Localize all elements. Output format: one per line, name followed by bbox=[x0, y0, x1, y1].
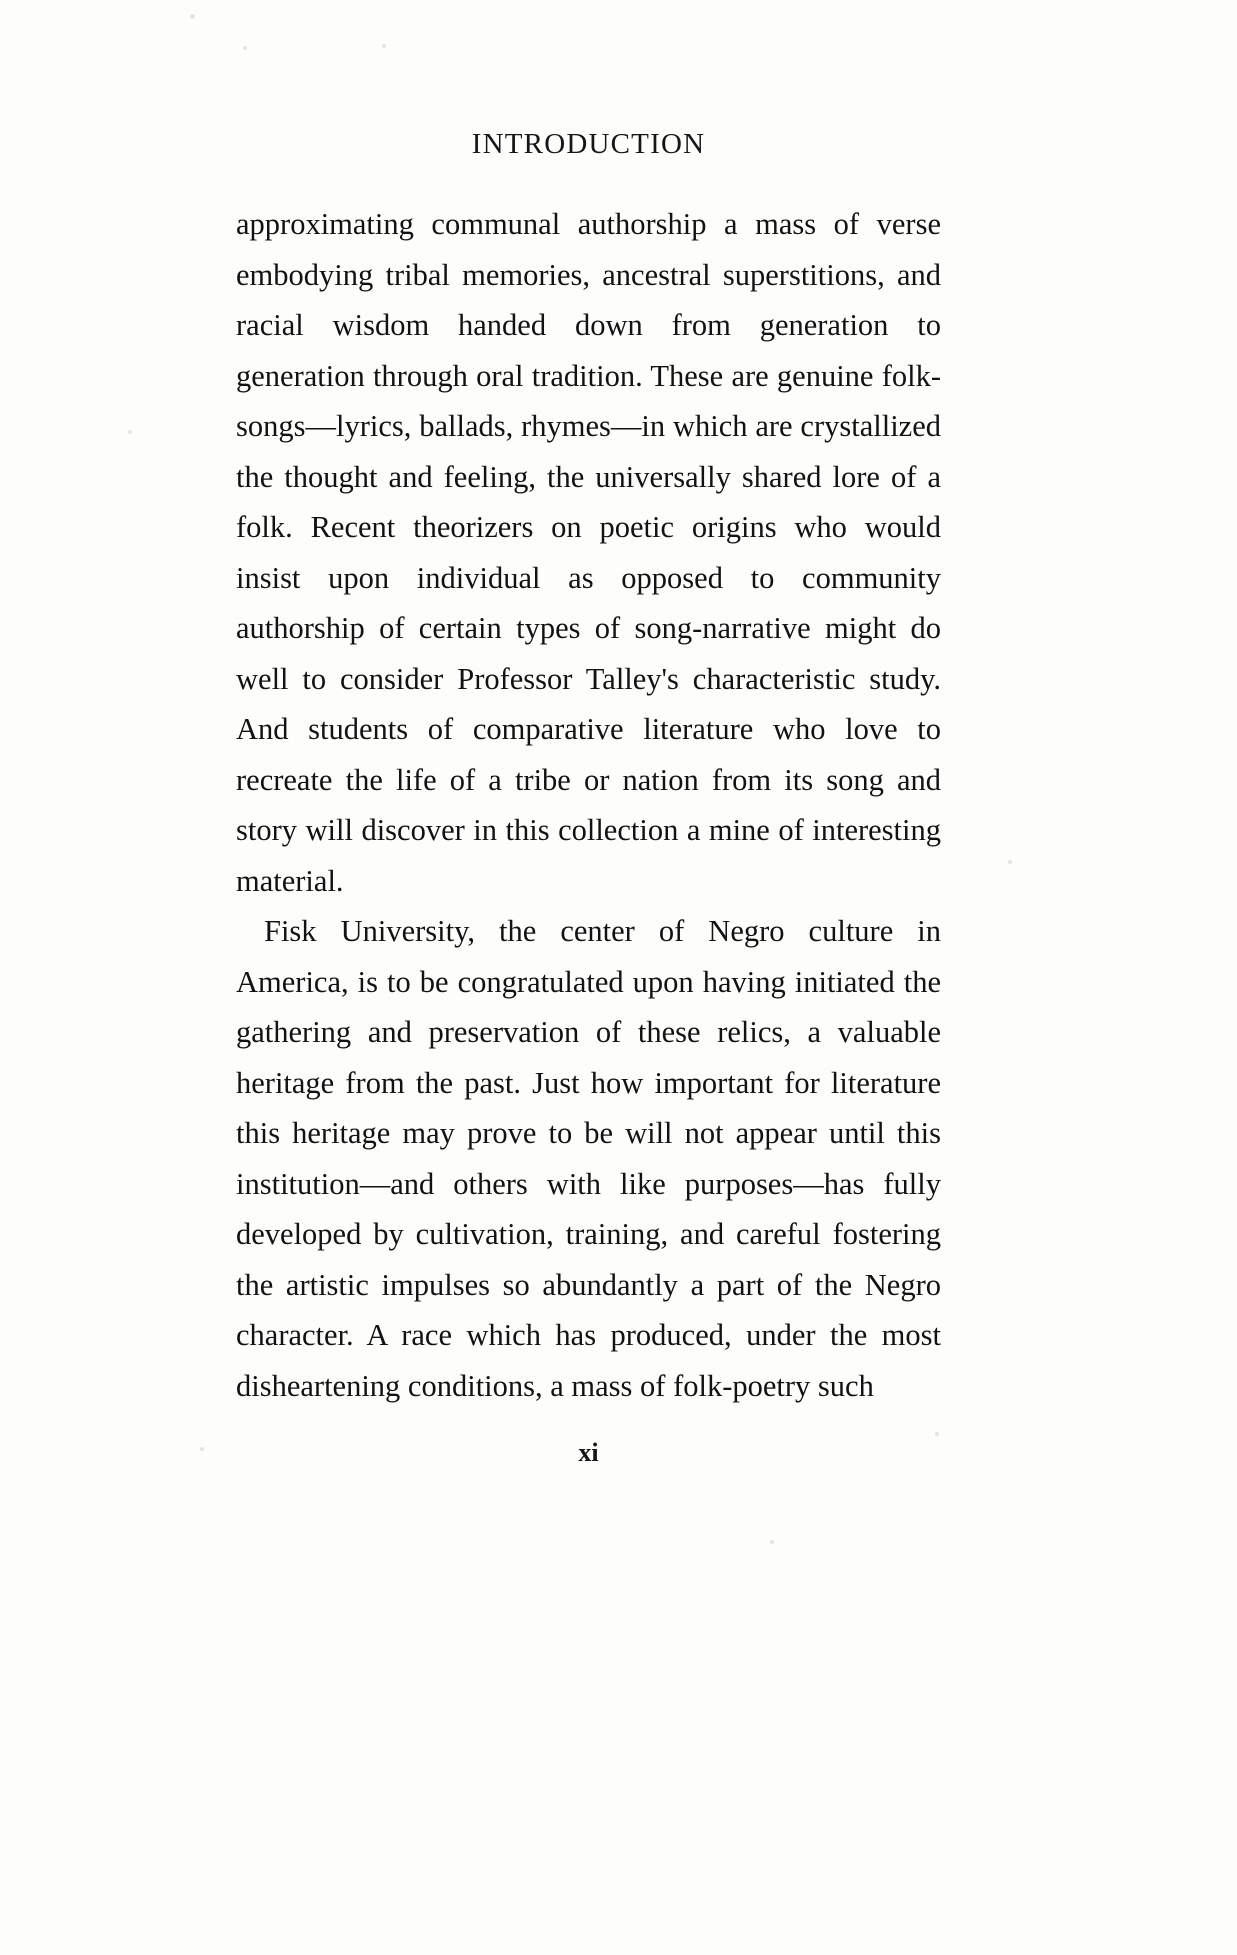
scan-speck bbox=[128, 430, 132, 434]
body-paragraph: approximating communal authorship a mass of verse embodying tribal memories, ancestral superstitions, and racial wisdom handed down from generation to generation through oral tradition. These are genuine folk-songs—lyrics, ballads, rhymes—in which are crystallized the thought and feeling, the universally shared lore of a folk. Recent theorizers on poetic origins who would insist upon individual as opposed to community authorship of certain types of song-narrative might do well to consider Professor Talley's characteristic study. And students of comparative literature who love to recreate the life of a tribe or nation from its song and story will discover in this collection a mine of interesting material. bbox=[236, 207, 941, 898]
page-text-block bbox=[236, 128, 941, 1467]
scan-speck bbox=[243, 46, 247, 50]
scan-speck bbox=[200, 1447, 204, 1451]
scan-speck bbox=[382, 44, 386, 48]
page-number: xi bbox=[578, 1438, 599, 1467]
scan-speck bbox=[770, 1540, 774, 1544]
scan-speck bbox=[935, 1432, 939, 1436]
scan-speck bbox=[190, 14, 195, 19]
body-paragraph: Fisk University, the center of Negro culture in America, is to be congratulated upon having initiated the gathering and preservation of these relics, a valuable heritage from the past. Just how important for literature this heritage may prove to be will not appear until this institution—and others with like purposes—has fully developed by cultivation, training, and careful fostering the artistic impulses so abundantly a part of the Negro character. A race which has produced, under the most disheartening conditions, a mass of folk-poetry such bbox=[236, 914, 941, 1403]
scan-speck bbox=[1008, 860, 1012, 864]
running-head: INTRODUCTION bbox=[471, 128, 706, 160]
